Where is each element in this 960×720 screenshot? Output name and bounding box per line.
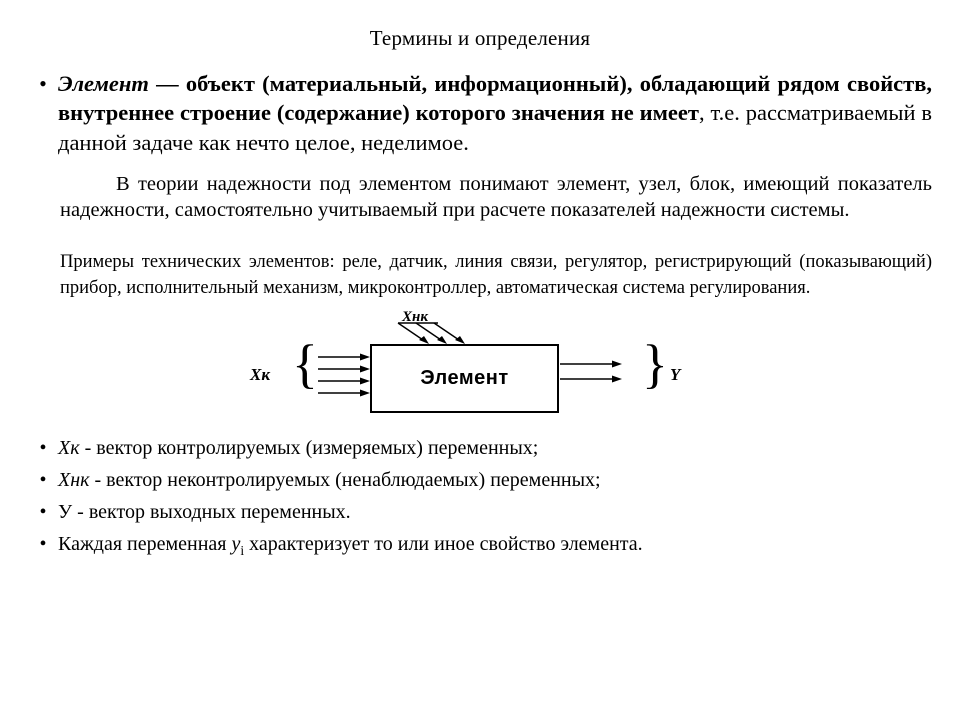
examples-paragraph: Примеры технических элементов: реле, датчик, линия связи, регулятор, регистрирующий (показывающий) прибор, исполнительный механизм, микроконтроллер, автоматическая система регулирования. bbox=[60, 252, 932, 298]
variable-symbol: Хнк bbox=[58, 469, 90, 492]
diagram-element-box: Элемент bbox=[370, 344, 559, 413]
variable-line bbox=[58, 468, 932, 493]
brace-left-icon: { bbox=[292, 334, 318, 395]
diagram-output-label: Y bbox=[670, 365, 681, 385]
definition-tail: , т.е. рассматриваемый в данной задаче как нечто целое, неделимое. bbox=[58, 100, 932, 155]
variable-description: - вектор контролируемых (измеряемых) переменных; bbox=[79, 437, 539, 460]
variable-symbol: У bbox=[58, 501, 73, 524]
reliability-paragraph: В теории надежности под элементом понимают элемент, узел, блок, имеющий показатель надежности, самостоятельно учитываемый при расчете показателей надежности системы. bbox=[60, 172, 932, 222]
definition-body bbox=[58, 69, 932, 301]
variable-description: - вектор выходных переменных. bbox=[72, 501, 351, 524]
variable-symbol: Xк bbox=[58, 437, 80, 460]
list-item bbox=[28, 468, 932, 493]
bullet-marker-icon: • bbox=[39, 469, 47, 492]
bullet-marker-icon: • bbox=[39, 437, 47, 460]
variable-line bbox=[58, 500, 932, 525]
final-note-after: характеризует то или иное свойство элемента. bbox=[244, 533, 643, 556]
final-note-subscript: i bbox=[240, 543, 245, 559]
definition-term: Элемент bbox=[58, 71, 149, 96]
variable-description: - вектор неконтролируемых (ненаблюдаемых) переменных; bbox=[89, 469, 601, 492]
slide-content bbox=[0, 51, 960, 301]
diagram-inner bbox=[230, 309, 730, 429]
final-note-symbol: y bbox=[231, 533, 241, 556]
list-item bbox=[28, 532, 932, 560]
definition-bold-part: (материальный, информационный), обладающий рядом свойств, внутреннее строение (содержание) которого значения не имеет bbox=[58, 71, 932, 126]
list-item bbox=[28, 500, 932, 525]
bullet-marker-icon: • bbox=[39, 533, 47, 556]
diagram-input-label: Xк bbox=[250, 365, 270, 385]
bullet-marker-icon: • bbox=[39, 501, 47, 524]
definition-paragraph bbox=[58, 69, 932, 157]
final-note-before: Каждая переменная bbox=[58, 533, 232, 556]
diagram-top-label: Xнк bbox=[402, 309, 428, 326]
variable-line bbox=[58, 436, 932, 461]
page-title: Термины и определения bbox=[369, 26, 591, 50]
variables-list bbox=[0, 436, 960, 560]
final-note bbox=[58, 532, 932, 560]
brace-right-icon: } bbox=[642, 334, 668, 395]
element-diagram bbox=[0, 309, 960, 429]
bullet-marker-icon: • bbox=[39, 71, 47, 96]
list-item bbox=[28, 436, 932, 461]
definition-bold-head: объект bbox=[185, 71, 255, 96]
definition-bullet bbox=[28, 69, 932, 301]
definition-dash: — bbox=[156, 71, 179, 96]
